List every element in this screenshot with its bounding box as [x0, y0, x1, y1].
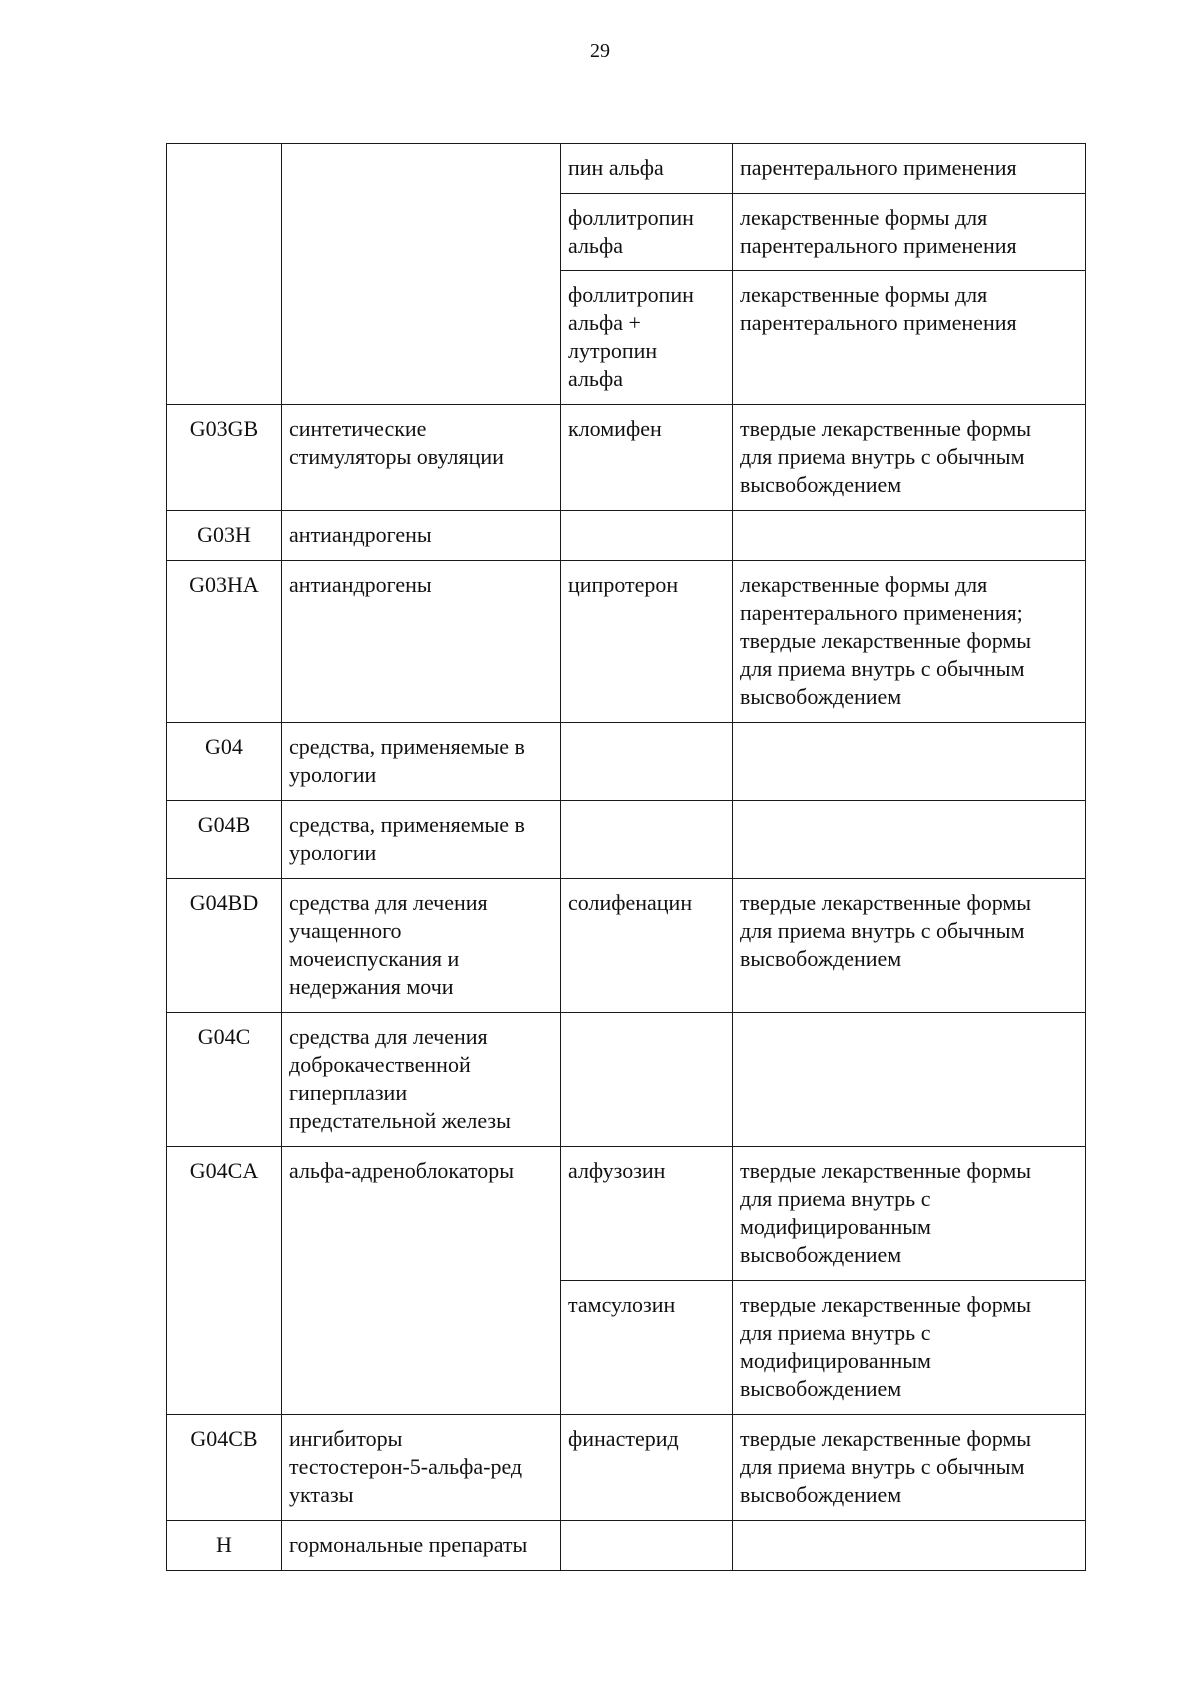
group-name-cell: [282, 144, 561, 405]
atc-code-cell: G04CB: [167, 1415, 282, 1521]
atc-code-cell: G03GB: [167, 405, 282, 511]
table-row: [167, 1521, 1086, 1571]
table-row: [167, 511, 1086, 561]
dosage-form-cell: твердые лекарственные формы для приема внутрь с модифицированным высвобождением: [733, 1281, 1086, 1415]
page-number: 29: [590, 40, 610, 62]
group-name-cell: средства, применяемые в урологии: [282, 801, 561, 879]
drug-list-table: [166, 143, 1086, 1571]
table-row: [167, 561, 1086, 723]
drug-name-cell: фоллитропин альфа + лутропин альфа: [561, 271, 733, 405]
table-row: [167, 1013, 1086, 1147]
drug-name-cell: финастерид: [561, 1415, 733, 1521]
dosage-form-cell: [733, 511, 1086, 561]
dosage-form-cell: [733, 723, 1086, 801]
drug-name-cell: [561, 1013, 733, 1147]
group-name-cell: альфа-адреноблокаторы: [282, 1147, 561, 1415]
dosage-form-cell: лекарственные формы для парентерального применения: [733, 271, 1086, 405]
group-name-cell: антиандрогены: [282, 511, 561, 561]
drug-name-cell: алфузозин: [561, 1147, 733, 1281]
dosage-form-cell: парентерального применения: [733, 144, 1086, 194]
dosage-form-cell: твердые лекарственные формы для приема внутрь с модифицированным высвобождением: [733, 1147, 1086, 1281]
table-row: [167, 801, 1086, 879]
table-row: [167, 405, 1086, 511]
drug-name-cell: [561, 723, 733, 801]
table-row: [167, 144, 1086, 194]
group-name-cell: антиандрогены: [282, 561, 561, 723]
drug-name-cell: кломифен: [561, 405, 733, 511]
group-name-cell: гормональные препараты: [282, 1521, 561, 1571]
dosage-form-cell: твердые лекарственные формы для приема внутрь с обычным высвобождением: [733, 879, 1086, 1013]
dosage-form-cell: твердые лекарственные формы для приема внутрь с обычным высвобождением: [733, 1415, 1086, 1521]
table-row: [167, 879, 1086, 1013]
atc-code-cell: G03HA: [167, 561, 282, 723]
atc-code-cell: G04B: [167, 801, 282, 879]
atc-code-cell: [167, 144, 282, 405]
dosage-form-cell: твердые лекарственные формы для приема внутрь с обычным высвобождением: [733, 405, 1086, 511]
dosage-form-cell: [733, 1013, 1086, 1147]
drug-name-cell: [561, 801, 733, 879]
table-row: [167, 723, 1086, 801]
table-row: [167, 1415, 1086, 1521]
drug-name-cell: фоллитропин альфа: [561, 194, 733, 271]
dosage-form-cell: лекарственные формы для парентерального применения; твердые лекарственные формы для приема внутрь с обычным высвобождением: [733, 561, 1086, 723]
atc-code-cell: G03H: [167, 511, 282, 561]
group-name-cell: средства для лечения учащенного мочеиспускания и недержания мочи: [282, 879, 561, 1013]
atc-code-cell: G04BD: [167, 879, 282, 1013]
drug-name-cell: солифенацин: [561, 879, 733, 1013]
dosage-form-cell: [733, 801, 1086, 879]
atc-code-cell: G04C: [167, 1013, 282, 1147]
table-row: [167, 1147, 1086, 1281]
drug-name-cell: тамсулозин: [561, 1281, 733, 1415]
drug-name-cell: ципротерон: [561, 561, 733, 723]
drug-name-cell: [561, 511, 733, 561]
group-name-cell: синтетические стимуляторы овуляции: [282, 405, 561, 511]
atc-code-cell: H: [167, 1521, 282, 1571]
drug-name-cell: пин альфа: [561, 144, 733, 194]
dosage-form-cell: [733, 1521, 1086, 1571]
atc-code-cell: G04: [167, 723, 282, 801]
atc-code-cell: G04CA: [167, 1147, 282, 1415]
dosage-form-cell: лекарственные формы для парентерального применения: [733, 194, 1086, 271]
drug-name-cell: [561, 1521, 733, 1571]
group-name-cell: ингибиторы тестостерон-5-альфа-ред уктазы: [282, 1415, 561, 1521]
group-name-cell: средства для лечения доброкачественной гиперплазии предстательной железы: [282, 1013, 561, 1147]
group-name-cell: средства, применяемые в урологии: [282, 723, 561, 801]
